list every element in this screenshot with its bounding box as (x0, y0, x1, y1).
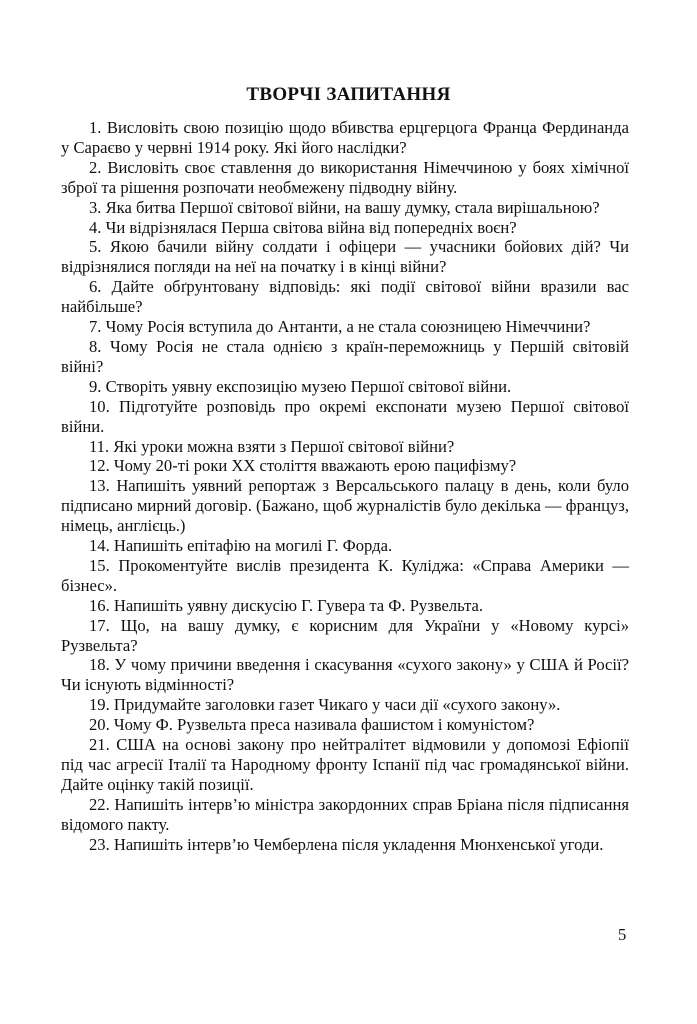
question-item: 20. Чому Ф. Рузвельта преса називала фашистом і комуністом? (89, 715, 535, 735)
question-item: 7. Чому Росія вступила до Антанти, а не стала союзницею Німеччини? (89, 317, 591, 337)
question-item: 2. Висловіть своє ставлення до використання Німеччиною у боях хімічної зброї та рішення розпочати необмежену підводну війну. (61, 157, 629, 197)
question-item: 17. Що, на вашу думку, є корисним для України у «Новому курсі» Рузвельта? (61, 615, 629, 655)
questions-list (61, 118, 629, 855)
question-item: 14. Напишіть епітафію на могилі Г. Форда. (89, 536, 393, 556)
question-item: 3. Яка битва Першої світової війни, на вашу думку, стала вирішальною? (89, 197, 600, 217)
question-item: 18. У чому причини введення і скасування «сухого закону» у США й Росії? Чи існують відмінності? (61, 655, 629, 695)
question-item: 5. Якою бачили війну солдати і офіцери — учасники бойових дій? Чи відрізнялися погляди на неї на початку і в кінці війни? (61, 237, 629, 277)
page-title: ТВОРЧІ ЗАПИТАННЯ (246, 84, 451, 105)
question-item: 10. Підготуйте розповідь про окремі експонати музею Першої світової війни. (61, 396, 629, 436)
question-item: 15. Прокоментуйте вислів президента К. Куліджа: «Справа Америки — бізнес». (61, 555, 629, 595)
question-item: 13. Напишіть уявний репортаж з Версальського палацу в день, коли було підписано мирний договір. (Бажано, щоб журналістів було декілька — француз, німець, англієць.) (61, 476, 629, 536)
page-number: 5 (618, 925, 627, 944)
question-item: 1. Висловіть свою позицію щодо вбивства ерцгерцога Франца Фердинанда у Сараєво у червні 1914 року. Які його наслідки? (61, 118, 629, 157)
question-item: 16. Напишіть уявну дискусію Г. Гувера та Ф. Рузвельта. (89, 595, 484, 615)
question-item: 19. Придумайте заголовки газет Чикаго у часи дії «сухого закону». (89, 695, 561, 715)
question-item: 11. Які уроки можна взяти з Першої світової війни? (89, 436, 455, 456)
question-item: 12. Чому 20-ті роки ХХ століття вважають ерою пацифізму? (89, 456, 517, 476)
question-item: 6. Дайте обґрунтовану відповідь: які події світової війни вразили вас найбільше? (61, 277, 629, 317)
question-item: 23. Напишіть інтерв’ю Чемберлена після укладення Мюнхенської угоди. (89, 834, 604, 854)
question-item: 22. Напишіть інтерв’ю міністра закордонних справ Бріана після підписання відомого пакту. (61, 794, 629, 834)
question-item: 4. Чи відрізнялася Перша світова війна від попередніх воєн? (89, 217, 517, 237)
question-item: 21. США на основі закону про нейтралітет відмовили у допомозі Ефіопії під час агресії Італії та Народному фронту Іспанії під час громадянської війни. Дайте оцінку такій позиції. (61, 735, 629, 794)
question-item: 9. Створіть уявну експозицію музею Першої світової війни. (89, 376, 512, 396)
question-item: 8. Чому Росія не стала однією з країн-переможниць у Першій світовій війні? (61, 336, 629, 376)
